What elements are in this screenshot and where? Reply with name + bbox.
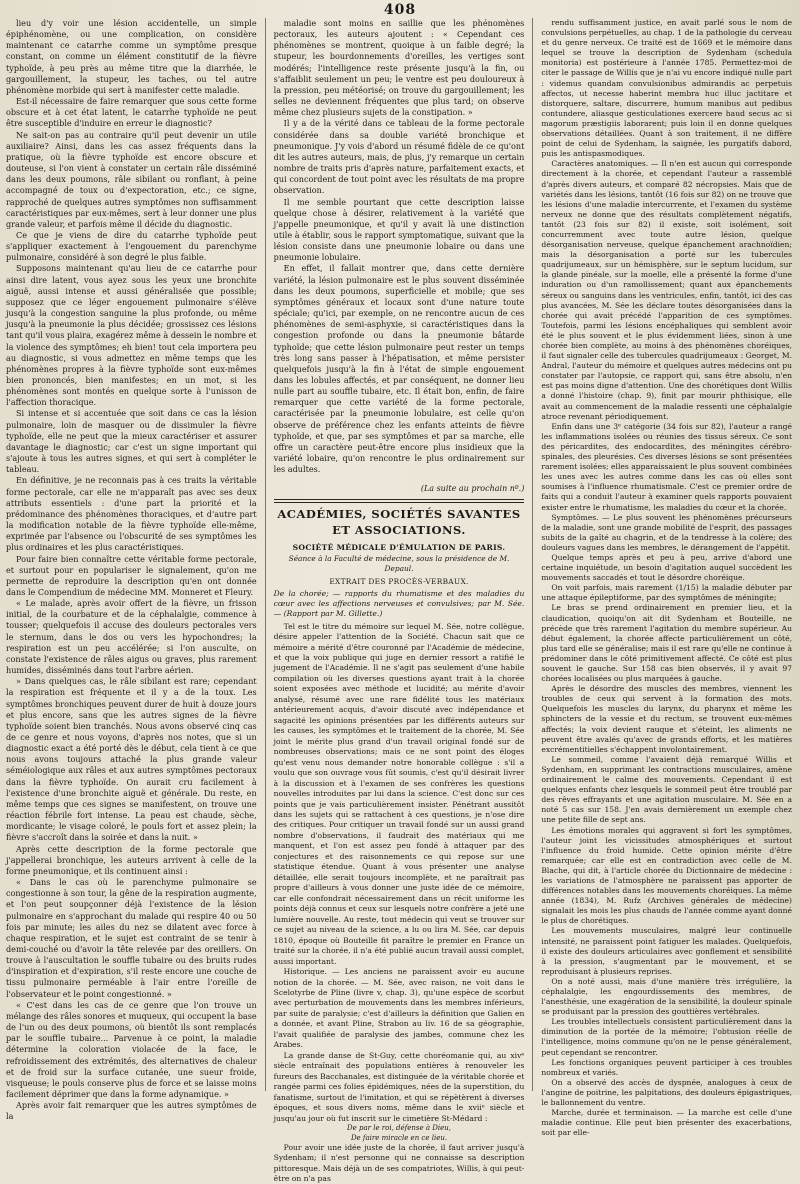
column-divider [265, 18, 266, 1091]
paragraph: On voit parfois, mais rarement (1/15) la maladie débuter par une attaque épileptiforme, par des symptômes de méningite; [541, 583, 793, 603]
paragraph: On a observé des accès de dyspnée, analogues à ceux de l'angine de poitrine, les palpitations, des douleurs épigastriques, le ballonnement du ventre. [541, 1077, 793, 1108]
column-divider [532, 18, 533, 1091]
to-be-continued-note: (La suite au prochain nº.) [420, 484, 525, 494]
report-body-end: Pour avoir une idée juste de la chorée, il faut arriver jusqu'à Sydenham; il n'est personne qui ne connaisse sa description pittoresque. Mais déjà un de ses compatriotes, Willis, à qui peut-être on n'a pas [273, 1143, 525, 1183]
paragraph: Est-il nécessaire de faire remarquer que sous cette forme obscure et à cet état latent, le catarrhe typhoïde ne peut être susceptible d'induire en erreur le diagnostic? [6, 96, 257, 129]
verse-line: De faire miracle en ce lieu. [350, 1133, 448, 1142]
paragraph: Les fonctions organiques peuvent participer à ces troubles nombreux et variés. [541, 1057, 793, 1077]
section-title: ACADÉMIES, SOCIÉTÉS SAVANTES ET ASSOCIATIONS. [277, 507, 521, 538]
paragraph: rendu suffisamment justice, en avait parlé sous le nom de convulsions perpétuelles, au chap. 1 de la pathologie du cerveau et du genre nerveux. Ce traité est de 1669 et le mémoire dans lequel se trouve la description de Sydenham (schedula monitoria) est postérieure à l'année 1785. Permettez-moi de citer le passage de Willis que je n'ai vu encore indiqué nulle part : videmus quandam convulsionibus admirandis ac perpetuis affectos, ut necesse haberint membra huc illuc jactitare et distorquere, saltare, discurrere, humum manibus aut pedibus contundere, aliasque gesticulationes exercere haud secus ac si magorum præstigiis laborarent; puis loin il en donne quelques observations détaillées. Quant à son traitement, il ne diffère point de celui de Sydenham, la saignée, les purgatifs dabord, puis les antispasmodiques. [541, 18, 793, 159]
section-rule-bottom [274, 502, 525, 503]
paragraph: Historique. — Les anciens ne paraissent avoir eu aucune notion de la chorée. — M. Sée, avec raison, ne voit dans le Scelotyrbe de Pline (livre v, chap. 3), qu'une espèce de scorbut avec perturbation de mouvements dans les membres inférieurs, par suite de paralysie; c'est d'ailleurs la définition que Galien en a donnée, et avant Pline, Strabon au liv. 16 de sa géographie, l'avait qualifiée de paralysie des jambes, commune chez les Arabes. [273, 967, 525, 1050]
paragraph: Après cette description de la forme pectorale que j'appellerai bronchique, les auteurs arrivent à celle de la forme pneumonique, et ils continuent ainsi : [6, 843, 257, 876]
paragraph: Les mouvements musculaires, malgré leur continuelle intensité, ne paraissent point fatiguer les malades. Quelquefois, il existe des douleurs articulaires avec gonflement et sensibilité à la pression, s'augmentant par le mouvement, et se reproduisant à plusieurs reprises. [541, 926, 793, 976]
paragraph: Ce que je viens de dire du catarrhe typhoïde peut s'appliquer exactement à l'engouement du parenchyme pulmonaire, considéré à son degré le plus faible. [6, 229, 257, 263]
paragraph: Marche, durée et terminaison. — La marche est celle d'une maladie continue. Elle peut bien présenter des exacerbations, soit par elle- [541, 1108, 793, 1138]
report-title: De la chorée; — rapports du rhumatisme et des maladies du cœur avec les affections nerveuses et convulsives; par M. Sée. — (Rapport par M. Gillette.) [273, 589, 525, 619]
section-rule-top [274, 499, 525, 500]
paragraph: En effet, il fallait montrer que, dans cette dernière variété, la lésion pulmonaire est le plus souvent disséminée dans les deux poumons, superficielle et mobile; que ses symptômes généraux et locaux sont d'une nature toute spéciale; qu'ici, par exemple, on ne rencontre aucun de ces phénomènes de semi-asphyxie, si caractéristiques dans la congestion profonde ou dans la pneumonie bâtarde typhoïde; que cette lésion pulmonaire peut rester un temps très long sans passer à l'hépatisation, et même persister quelquefois jusqu'à la fin à l'état de simple engouement dans les lobules affectés, et par conséquent, ne donner lieu nulle part au souffle tubaire, etc. Il était bon, enfin, de faire remarquer que cette variété de la forme pectorale, caractérisée par la pneumonie lobulaire, est celle qu'on observe de préférence chez les enfants atteints de fièvre typhoïde, et que, par ses symptômes et par sa marche, elle offre un caractère peut-être encore plus insidieux que la variété lobaire, qu'on rencontre le plus ordinairement sur les adultes. [273, 263, 525, 475]
paragraph: « C'est dans les cas de ce genre que l'on trouve un mélange des râles sonores et muqueux, qui occupent la base de l'un ou des deux poumons, où bientôt ils sont remplacés par le souffle tubaire... Parvenue à ce point, la maladie détermine la coloration violacée de la face, le refroidissement des extrémités, des alternatives de chaleur et de froid sur la surface cutanée, une sueur froide, visqueuse; le pouls conserve plus de force et se laisse moins facilement déprimer que dans la forme adynamique. » [6, 999, 257, 1099]
paragraph: Ne sait-on pas au contraire qu'il peut devenir un utile auxiliaire? Ainsi, dans les cas assez fréquents dans la pratique, où la fièvre typhoïde est encore obscure et douteuse, si l'on vient à constater un certain râle disséminé dans les deux poumons, râle sibilant ou ronflant, à peine accompagné de toux ou d'expectoration, etc.; ce signe, rapproché de quelques autres symptômes non suffisamment caractéristiques par eux-mêmes, sert à leur donner une plus grande valeur, et parfois même il décide du diagnostic. [6, 129, 257, 229]
paragraph: On a noté aussi, mais d'une manière très irrégulière, la céphalalgie, les engourdissements des membres, de l'anesthésie, une exagération de la sensibilité, la douleur spinale se produisant par la pression des gouttières vertébrales. [541, 976, 793, 1017]
paragraph: « Dans le cas où le parenchyme pulmonaire se congestionne à son tour, la gêne de la respiration augmente, et l'on peut soupçonner déjà l'existence de la lésion pulmonaire en s'approchant du malade qui respire 40 ou 50 fois par minute; les ailes du nez se dilatent avec force à chaque respiration, et le sujet est contraint de se tenir à demi-couché ou d'avoir la tête relevée par des oreillers. On trouve à l'auscultation le souffle tubaire ou des bruits rudes d'inspiration et d'expiration, s'il reste encore une couche de tissu pulmonaire perméable à l'air entre l'oreille de l'observateur et le point congestionné. » [6, 877, 257, 999]
paragraph: maladie sont moins en saillie que les phénomènes pectoraux, les auteurs ajoutent : « Cependant ces phénomènes se montrent, quoique à un faible degré; la stupeur, les bourdonnements d'oreilles, les vertiges sont modérés; l'intelligence reste présente jusqu'à la fin, ou s'affaiblit seulement un peu; le ventre est peu douloureux à la pression, peu météorisé; on trouve du gargouillement; les selles ne deviennent fréquentes que plus tard; on observe même chez plusieurs sujets de la constipation. » [273, 18, 525, 118]
paragraph: Le sommeil, comme l'avaient déjà remarqué Willis et Sydenham, en supprimant les contractions musculaires, amène ordinairement le calme des mouvements. Cependant il est quelques enfants chez lesquels le sommeil peut être troublé par des rêves effrayants et une agitation musculaire. M. Sée en a noté 5 cas sur 158. J'en avais dernièrement un exemple chez une petite fille de sept ans. [541, 754, 793, 825]
paragraph: Quelque temps après et peu à peu, arrive d'abord une certaine inquiétude, un besoin d'agitation auquel succèdent les mouvements saccadés et tout le désordre choréique. [541, 552, 793, 583]
paragraph: « Le malade, après avoir offert de la fièvre, un frisson initial, de la courbature et de la céphalalgie, commence à tousser; quelquefois il accuse des douleurs pectorales vers le sternum, dans le dos ou vers les hypochondres; la respiration est un peu accélérée; si l'on ausculte, on constate l'existence de râles aigus ou graves, plus rarement humides, disséminés dans tout l'arbre aérien. [6, 598, 257, 676]
verse-line: De par le roi, défense à Dieu, [347, 1124, 452, 1133]
paragraph: Symptômes. — Le plus souvent les phénomènes précurseurs de la maladie, sont une grande mobilité de l'esprit, des passages subits de la gaîté au chagrin, et de la tendresse à la colère; des douleurs vagues dans les membres, le dérangement de l'appétit. [541, 512, 793, 552]
page-number: 408 [383, 2, 417, 18]
paragraph: Enfin dans une 3ᵉ catégorie (34 fois sur 82), l'auteur a rangé les inflammations isolées ou réunies des tissus séreux. Ce sont des péricardites, des endocardites, des méningites cérébro-spinales, des pleurésies. Ces diverses lésions se sont présentées rarement isolées; elles apparaissaient le plus souvent combinées les unes avec les autres comme dans les cas où elles sont soumises à l'influence rhumatismale. C'est ce premier ordre de faits qui a conduit l'auteur à examiner quels rapports pouvaient exister entre le rhumatisme, les maladies du cœur et la chorée. [541, 421, 793, 512]
society-name: SOCIÉTÉ MÉDICALE D'ÉMULATION DE PARIS. [292, 543, 506, 553]
paragraph: Les troubles intellectuels consistent particulièrement dans la diminution de la portée de la mémoire; l'obtusion réelle de l'intelligence, moins commune qu'on ne le pense généralement, peut cependant se rencontrer. [541, 1017, 793, 1057]
paragraph: Si intense et si accentuée que soit dans ce cas la lésion pulmonaire, loin de masquer ou de dissimuler la fièvre typhoïde, elle ne peut que la mieux caractériser et assurer davantage le diagnostic; car c'est un signe important qui s'ajoute à tous les autres signes, et qui sert à compléter le tableau. [6, 408, 257, 475]
column-2 [273, 18, 525, 1183]
paragraph: Le bras se prend ordinairement en premier lieu, et la claudication, quoiqu'on ait dit Sydenham et Bouteille, ne précède que très rarement l'agitation du membre supérieur. Au début également, la chorée affecte particulièrement un côté, plus tard elle se généralise; mais il est rare qu'elle ne continue à prédominer dans le côté primitivement affecté. Ce côté est plus souvent le gauche. Sur 158 cas bien observés, il y avait 97 chorées localisées ou plus marquées à gauche. [541, 603, 793, 684]
paragraph: Pour faire bien connaître cette véritable forme pectorale, et surtout pour en populariser le signalement, qu'on me permette de reproduire la description qu'en ont donnée dans le Compendium de médecine MM. Monneret et Fleury. [6, 553, 257, 597]
paragraph: En définitive, je ne reconnais pas à ces traits la véritable forme pectorale, car elle ne m'apparaît pas avec ses deux attributs essentiels : d'une part la priorité et la prédominance des phénomènes thoraciques, et d'autre part la modification notable de la fièvre typhoïde elle-même, exprimée par l'absence ou l'obscurité de ses symptômes les plus ordinaires et les plus caractéristiques. [6, 475, 257, 553]
report-body [274, 622, 525, 1125]
paragraph: Après avoir fait remarquer que les autres symptômes de la [6, 1100, 257, 1122]
extract-heading: EXTRAIT DES PROCÈS-VERBAUX. [329, 577, 469, 587]
paragraph: Caractères anatomiques. — Il n'en est aucun qui corresponde directement à la chorée, et cependant l'auteur a rassemblé d'après divers auteurs, et comparé 82 nécropsies. Mais que de variétés dans les lésions, tantôt (16 fois sur 82) on ne trouve que les lésions d'une maladie intercurrente, et l'examen du système nerveux ne donne que des résultats complètement négatifs, tantôt (23 fois sur 82) il existe, soit isolément, soit concurremment avec toute autre lésion, quelque désorganisation nerveuse, quelque épanchement arachnoïdien; mais la désorganisation a porté sur les tubercules quadrijumeaux, sur un hémisphère, sur le septum lucidum, sur la glande pinéale, sur la moelle, elle a présenté la forme d'une induration ou d'un ramollissement; quant aux épanchements séreux ou sanguins dans les ventricules, enfin, tantôt, ici des cas plus avancées, M. Sée les déclare toutes désorganisées dans la chorée qui avait précédé l'apparition de ces symptômes. Toutefois, parmi les lésions encéphaliques qui semblent avoir été le plus souvent et le plus évidemment liées, sinon à une chorée bien complète, au moins à des phénomènes choréiques, il faut signaler celle des tubercules quadrijumeaux : Georget, M. Andral, l'auteur du mémoire et quelques autres médecins ont pu constater par l'autopsie, ce rapport qui, sans être absolu, n'en est pas moins digne d'attention. Une des chorétiques dont Willis a donné l'histoire (chap. 9), finit par mourir phthisique, elle avait au commencement de la maladie ressenti une céphalalgie atroce revenant périodiquement. [541, 159, 793, 421]
paragraph: Tel est le titre du mémoire sur lequel M. Sée, notre collègue, désire appeler l'attention de la Société. Chacun sait que ce mémoire a mérité d'être couronné par l'Académie de médecine, et que la voix publique qui juge en dernier ressort a ratifié le jugement de l'Académie. Il ne s'agit pas seulement d'une habile compilation où les diverses questions ayant trait à la chorée soient exposées avec méthode et lucidité; au mérite d'avoir analysé, résumé avec une rare fidélité tous les matériaux antérieurement acquis, d'avoir discuté avec indépendance et sagacité les opinions présentées par les différents auteurs sur les causes, les symptômes et le traitement de la chorée, M. Sée joint le mérite plus grand d'un travail original fondé sur de nombreuses observations; mais ce ne sont point des éloges qu'est venu nous demander notre honorable collègue : s'il a voulu que son ouvrage vous fût soumis, c'est qu'il désirait livrer à la discussion et à l'examen de ses confrères les questions nouvelles introduites par lui dans la science. C'est donc sur ces points que je vais particulièrement insister. Pénétrant aussitôt dans les sujets qui se rattachent à ces questions, je n'ose dire des critiques. Pour critiquer un travail fondé sur un aussi grand nombre d'observations, il faudrait des matériaux qui me manquent, et l'on est assez peu fondé à attaquer par des conjectures et des raisonnements ce qui repose sur une statistique étendue. Quant à vous présenter une analyse détaillée, elle serait toujours incomplète, et ne paraîtrait pas propre d'ailleurs à vous donner une juste idée de ce mémoire, car elle confondrait nécessairement dans un récit uniforme les points déjà connus et ceux sur lesquels notre confrère a jeté une lumière nouvelle. Au reste, tout médecin qui veut se trouver sur ce sujet au niveau de la science, a lu ou lira M. Sée, car depuis 1810, époque où Bouteille fit paraître le premier en France un traité sur la chorée, il n'a été publié aucun travail aussi complet, aussi important. [273, 621, 525, 966]
session-info: Séance à la Faculté de médecine, sous la présidence de M. Depaul. [288, 553, 510, 573]
paragraph: Il me semble pourtant que cette description laisse quelque chose à désirer, relativement à la variété que j'appelle pneumonique, et qu'il y avait là une distinction utile à établir, sous le rapport symptomatique, suivant que la lésion consiste dans une pneumonie lobaire ou dans une pneumonie lobulaire. [273, 196, 525, 263]
column-1 [6, 18, 257, 1122]
paragraph: Supposons maintenant qu'au lieu de ce catarrhe pour ainsi dire latent, vous ayez sous les yeux une bronchite aiguë, aussi intense et aussi généralisée que possible; supposez que ce léger engouement pulmonaire s'élève jusqu'à la congestion sanguine la plus profonde, ou même jusqu'à la pneumonie la plus décidée; grossissez ces lésions tant qu'il vous plaira, exagérez même à dessein le nombre et la violence des symptômes; eh bien! tout cela importera peu au diagnostic, si vous admettez en même temps que les phénomènes propres à la fièvre typhoïde sont eux-mêmes bien prononcés, bien manifestes; en un mot, si les phénomènes sont montés en quelque sorte à l'unisson de l'affection thoracique. [6, 263, 257, 408]
article-continuation [274, 18, 525, 475]
columns [6, 18, 793, 1183]
paragraph: Après le désordre des muscles des membres, viennent les troubles de ceux qui servent à la formation des mots. Quelquefois les muscles du larynx, du pharynx et même les sphincters de la vessie et du rectum, se trouvent eux-mêmes affectés; la voix devient rauque et s'éteint, les aliments ne peuvent être avalés qu'avec de grands efforts, et les matières excrémentitielles s'échappent involontairement. [541, 684, 793, 754]
paragraph: Les émotions morales qui aggravent si fort les symptômes, l'auteur joint les vicissitudes atmosphériques et surtout l'influence du froid humide. Cette opinion mérite d'être remarquée; car elle est en contradiction avec celle de M. Blache, qui dit, à l'article chorée du Dictionnaire de médecine : les variations de l'atmosphère ne paraissent pas apporter de différences notables dans les mouvements choréiques. La même année (1834), M. Rufz (Archives générales de médecine) signalait les mois les plus chauds de l'année comme ayant donné le plus de chorétiques. [541, 825, 793, 926]
paragraph: lieu d'y voir une lésion accidentelle, un simple épiphénomène, ou une complication, on considère maintenant ce catarrhe comme un symptôme presque constant, on comme un élément constitutif de la fièvre typhoïde, à peu près au même titre que la diarrhée, le gargouillement, la stupeur, les taches, ou tel autre phénomène morbide qui sert à manifester cette maladie. [6, 18, 257, 95]
paragraph: La grande danse de St-Guy, cette choréomanie qui, au xivᵉ siècle entraînait des populations entières à renouveler les fureurs des Bacchanales, est distinguée de la véritable chorée et rangée parmi ces folies épidémiques, nées de la superstition, du fanatisme, surtout de l'imitation, et qui se répètèrent à diverses époques, et sous divers noms, même dans le xviiᵉ siècle et jusqu'au jour où fut inscrit sur le cimetière St-Médard : [273, 1050, 525, 1123]
column-3 [541, 18, 793, 1138]
verse-quote [274, 1124, 525, 1143]
paragraph: » Dans quelques cas, le râle sibilant est rare; cependant la respiration est fréquente et il y a de la toux. Les symptômes bronchiques peuvent durer de huit à douze jours et plus encore, sans que les autres signes de la fièvre typhoïde soient bien tranchés. Nous avons observé cinq cas de ce genre et nous voyons, d'après nos notes, que si un diagnostic exact a été porté dès le début, cela tient à ce que nous avons toujours attaché la plus grande valeur séméiologique aux râles et aux autres symptômes pectoraux dans la fièvre typhoïde. On aurait cru facilement à l'existence d'une bronchite aiguë et générale. Du reste, en même temps que ces signes se manifestent, on trouve une réaction fébrile fort intense. La peau est chaude, sèche, mordicante; le visage coloré, le pouls fort et assez plein; la fièvre s'accroît dans la soirée et dans la nuit. » [6, 676, 257, 843]
paragraph: Il y a de la vérité dans ce tableau de la forme pectorale considérée dans sa double variété bronchique et pneumonique. J'y vois d'abord un résumé fidèle de ce qu'ont dit les autres auteurs, mais, de plus, j'y remarque un certain nombre de traits pris d'après nature, parfaitement exacts, et qui concordent de tout point avec les résultats de ma propre observation. [273, 118, 525, 196]
